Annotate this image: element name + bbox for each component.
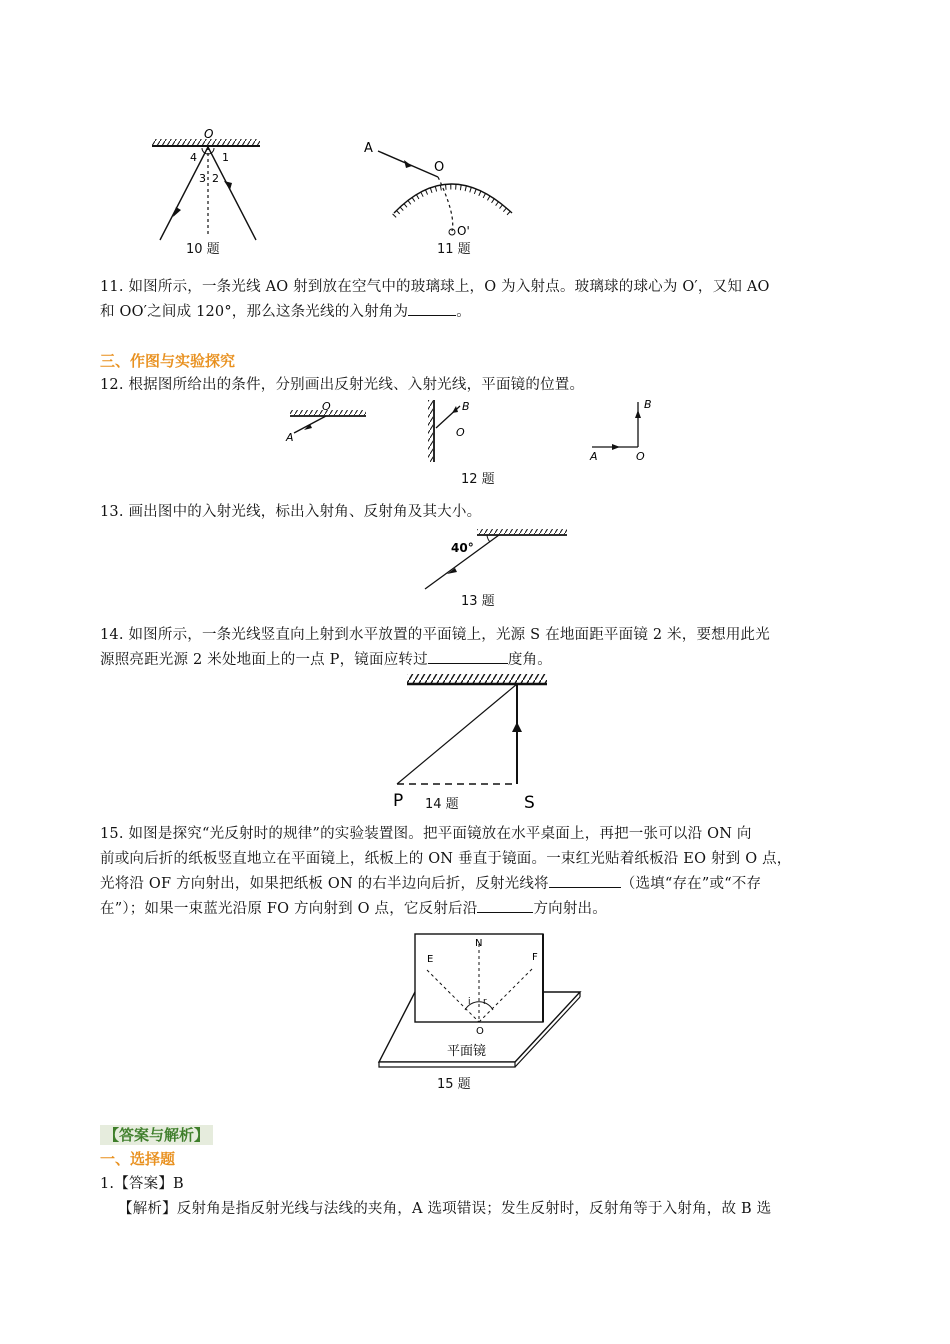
- fig13-angle-label: 40°: [451, 541, 474, 555]
- fig15-n-label: N: [475, 938, 483, 949]
- q14-blank[interactable]: [428, 649, 508, 664]
- q11-line1: 11. 如图所示，一条光线 AO 射到放在空气中的玻璃球上，O 为入射点。玻璃球的球心为 O′，又知 AO: [100, 279, 770, 295]
- q11-line2: 和 OO′之间成 120°，那么这条光线的入射角为: [100, 304, 409, 320]
- figure-15: [375, 930, 585, 1080]
- fig15-f-label: F: [532, 952, 538, 963]
- fig10-angle-4: 4: [190, 151, 197, 164]
- fig15-e-label: E: [427, 954, 434, 965]
- fig11-o2-label: O': [457, 224, 470, 238]
- question-13: 13. 画出图中的入射光线，标出入射角、反射角及其大小。: [100, 504, 482, 520]
- fig10-angle-1: 1: [222, 151, 229, 164]
- figure-14: [385, 670, 555, 815]
- q14-line2-end: 度角。: [507, 652, 552, 668]
- q15-line2: 前或向后折的纸板竖直地立在平面镜上，纸板上的 ON 垂直于镜面。一束红光贴着纸板沿 EO 射到 O 点，: [100, 851, 792, 867]
- fig11-a-label: A: [364, 141, 373, 156]
- figure-13: [415, 525, 575, 595]
- q14-line1: 14. 如图所示，一条光线竖直向上射到水平放置的平面镜上，光源 S 在地面距平面镜 2 米，要想用此光: [100, 627, 770, 643]
- q14-line2: 源照亮距光源 2 米处地面上的一点 P，镜面应转过: [100, 652, 428, 668]
- fig15-r-label: r: [483, 997, 487, 1007]
- section-3-heading: 三、作图与实验探究: [100, 352, 236, 370]
- fig10-o-label: O: [204, 127, 214, 141]
- fig15-o-label: O: [476, 1026, 484, 1037]
- q15-line4: 在”）；如果一束蓝光沿原 FO 方向射到 O 点，它反射后沿: [100, 901, 478, 917]
- figure-12: [280, 398, 670, 468]
- fig12-b3: B: [644, 398, 652, 411]
- fig15-i-label: i: [468, 997, 471, 1007]
- fig15-caption: 15 题: [437, 1077, 471, 1092]
- answers-section-1: 一、选择题: [100, 1150, 176, 1168]
- fig10-caption: 10 题: [186, 242, 220, 257]
- fig14-p-label: P: [393, 791, 404, 811]
- fig12-o1: O: [322, 400, 331, 413]
- fig11-caption: 11 题: [437, 242, 471, 257]
- question-12: 12. 根据图所给出的条件，分别画出反射光线、入射光线，平面镜的位置。: [100, 377, 585, 393]
- answers-title: 【答案与解析】: [100, 1125, 213, 1145]
- q15-line1: 15. 如图是探究“光反射时的规律”的实验装置图。把平面镜放在水平桌面上，再把一张可以沿 ON 向: [100, 826, 752, 842]
- fig12-o2: O: [456, 426, 465, 439]
- fig15-mirror-label: 平面镜: [447, 1044, 487, 1059]
- question-11: [100, 275, 852, 325]
- q15-blank-2[interactable]: [477, 898, 533, 913]
- fig10-angle-3: 3: [199, 172, 206, 185]
- answer-1-explanation: 【解析】反射角是指反射光线与法线的夹角，A 选项错误；发生反射时，反射角等于入射角，故 B 选: [118, 1201, 772, 1217]
- fig14-caption: 14 题: [425, 797, 459, 812]
- figure-11: [360, 135, 530, 245]
- q15-line3: 光将沿 OF 方向射出，如果把纸板 ON 的右半边向后折，反射光线将: [100, 876, 549, 892]
- fig10-angle-2: 2: [212, 172, 219, 185]
- q11-blank[interactable]: [408, 301, 456, 316]
- q11-line2-end: 。: [456, 304, 471, 320]
- fig12-a1: A: [286, 431, 294, 444]
- fig12-b2: B: [462, 400, 470, 413]
- fig12-a3: A: [590, 450, 598, 463]
- fig14-s-label: S: [524, 793, 535, 813]
- q15-blank-1[interactable]: [549, 873, 621, 888]
- question-14: [100, 623, 852, 673]
- fig12-caption: 12 题: [461, 472, 495, 487]
- fig13-caption: 13 题: [461, 594, 495, 609]
- q15-line4-end: 方向射出。: [533, 901, 607, 917]
- fig12-o3: O: [636, 450, 645, 463]
- fig11-o-label: O: [434, 160, 445, 175]
- answer-1: 1.【答案】B: [100, 1176, 184, 1192]
- question-15: [100, 822, 852, 922]
- q15-line3-end: （选填“存在”或“不存: [620, 876, 762, 892]
